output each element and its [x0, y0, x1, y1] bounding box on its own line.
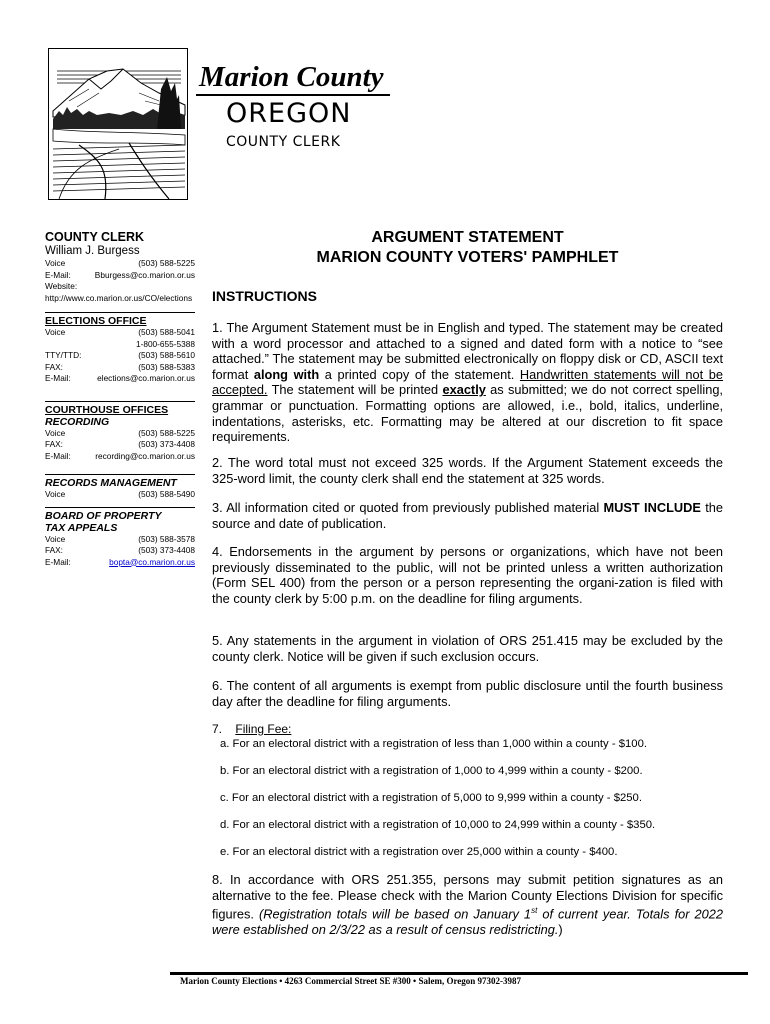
records-heading: RECORDS MANAGEMENT	[45, 477, 177, 489]
contact-row: E-Mail: recording@co.marion.or.us	[45, 450, 195, 461]
county-logo	[48, 48, 188, 200]
footer-address: Marion County Elections • 4263 Commercial Street SE #300 • Salem, Oregon 97302-3987	[180, 976, 522, 986]
mountain-landscape-icon	[49, 49, 189, 201]
instruction-2: 2. The word total must not exceed 325 words. If the Argument Statement exceeds the 325-word limit, the county clerk shall end the statement at 325 words.	[212, 455, 723, 486]
instruction-3: 3. All information cited or quoted from previously published material MUST INCLUDE the source and date of publication.	[212, 500, 723, 531]
elections-email[interactable]: elections@co.marion.or.us	[97, 373, 195, 383]
website-link[interactable]: http://www.co.marion.or.us/CO/elections	[45, 292, 193, 303]
fee-item: b. For an electoral district with a registration of 1,000 to 4,999 within a county - $200.	[220, 765, 643, 777]
bopta-heading-1: BOARD OF PROPERTY	[45, 509, 162, 522]
document-title-line1: ARGUMENT STATEMENT	[371, 229, 564, 246]
contact-row: 1-800-655-5388	[135, 338, 195, 349]
divider	[45, 507, 195, 508]
document-title-line2: MARION COUNTY VOTERS' PAMPHLET	[316, 249, 619, 266]
contact-row: FAX: (503) 373-4408	[45, 439, 195, 449]
clerk-heading: COUNTY CLERK	[45, 230, 145, 244]
contact-row: FAX: (503) 373-4408	[45, 545, 195, 555]
contact-row: Voice (503) 588-5041	[45, 327, 195, 337]
website-label: Website:	[45, 281, 78, 291]
state-name: OREGON	[226, 98, 352, 129]
divider	[45, 401, 195, 402]
recording-email[interactable]: recording@co.marion.or.us	[95, 450, 195, 461]
elections-heading: ELECTIONS OFFICE	[45, 315, 147, 327]
instruction-1: 1. The Argument Statement must be in English and typed. The statement may be created with a word processor and attached to a signed and dated form with a notice to “see attached.” The statement may be submitted electronically on floppy disk or CD, ASCII text format along with a printed copy of the statement. Handwritten statements will not be accepted. The statement will be printed exactly as submitted; we do not correct spelling, grammar or punctuation. Formatting options are allowed, i.e., bold, italics, underline, indentations, asterisks, etc. Formatting may be altered at our discretion to fit space requirements.	[212, 320, 724, 445]
contact-row: TTY/TTD: (503) 588-5610	[45, 350, 195, 360]
fee-item: e. For an electoral district with a registration over 25,000 within a county - $400.	[220, 846, 618, 858]
contact-row: FAX: (503) 588-5383	[45, 361, 195, 372]
bopta-email-link[interactable]: bopta@co.marion.or.us	[109, 556, 195, 567]
recording-heading: RECORDING	[45, 415, 110, 428]
bopta-heading-2: TAX APPEALS	[45, 521, 118, 534]
instruction-6: 6. The content of all arguments is exempt from public disclosure until the fourth business day after the deadline for filing arguments.	[212, 678, 723, 709]
contact-row: Voice (503) 588-5225	[45, 427, 195, 438]
contact-row: E-Mail: bopta@co.marion.or.us	[45, 556, 195, 567]
fee-item: a. For an electoral district with a registration of less than 1,000 within a county - $100.	[220, 738, 647, 750]
clerk-email[interactable]: Bburgess@co.marion.or.us	[94, 269, 195, 280]
title-rule	[196, 94, 390, 96]
divider	[45, 312, 195, 313]
main-content	[212, 228, 724, 938]
contact-row: E-Mail: elections@co.marion.or.us	[45, 373, 195, 383]
contact-row: Voice (503) 588-5225	[45, 258, 195, 268]
instruction-7: 7. Filing Fee:	[212, 722, 292, 736]
fee-item: d. For an electoral district with a registration of 10,000 to 24,999 within a county - $350.	[220, 819, 656, 831]
contact-sidebar	[45, 230, 195, 568]
county-name: Marion County	[199, 61, 384, 93]
office-name: COUNTY CLERK	[226, 134, 341, 150]
fee-item: c. For an electoral district with a registration of 5,000 to 9,999 within a county - $250.	[220, 792, 642, 804]
instructions-heading: INSTRUCTIONS	[212, 288, 317, 304]
contact-row: Voice (503) 588-5490	[45, 489, 195, 499]
instruction-8: 8. In accordance with ORS 251.355, persons may submit petition signatures as an alternative to the fee. Please check with the Marion County Elections Division for specific figures. (Registration totals will be based on January 1st of current year. Totals for 2022 were established on 2/3/22 as a result of census redistricting.)	[212, 872, 723, 938]
clerk-name: William J. Burgess	[45, 245, 140, 257]
divider	[45, 474, 195, 475]
instruction-5: 5. Any statements in the argument in violation of ORS 251.415 may be excluded by the county clerk. Notice will be given if such exclusion occurs.	[212, 633, 723, 664]
courthouse-heading: COURTHOUSE OFFICES	[45, 403, 169, 416]
contact-row: Voice (503) 588-3578	[45, 533, 195, 544]
instruction-4: 4. Endorsements in the argument by persons or organizations, which have not been previously disseminated to the public, will not be printed unless a written authorization (Form SEL 400) from the person or a person representing the organi-zation is filed with the county clerk by 5:00 p.m. on the deadline for filing arguments.	[212, 544, 723, 606]
footer-rule	[170, 972, 748, 975]
contact-row: E-Mail: Bburgess@co.marion.or.us	[45, 269, 195, 280]
